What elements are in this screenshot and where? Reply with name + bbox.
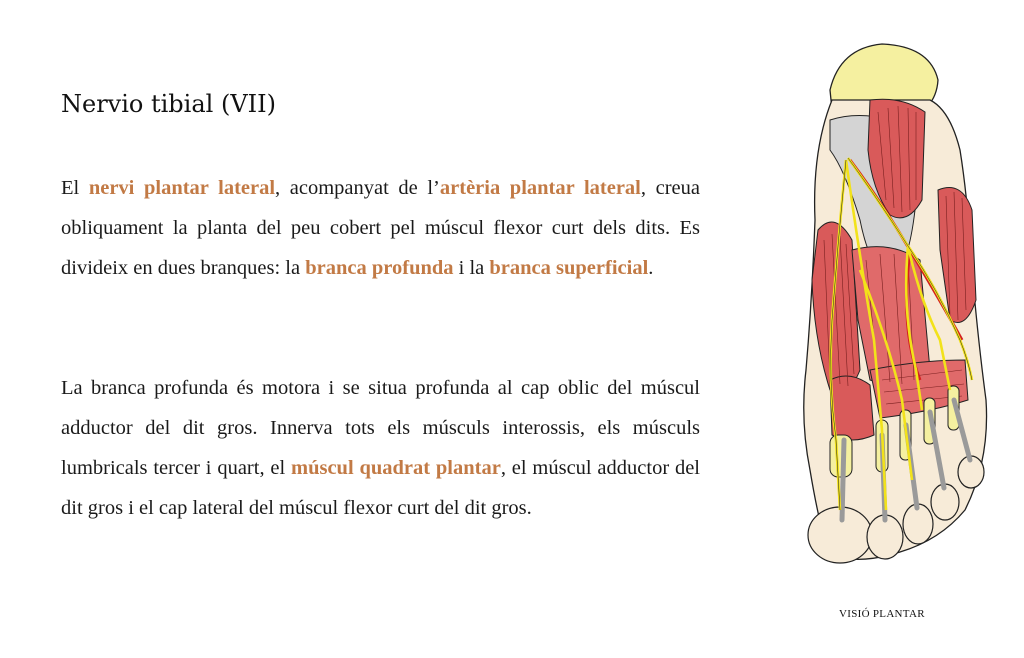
term-lateral-plantar-nerve[interactable]: nervi plantar lateral	[88, 177, 276, 199]
paragraph-lateral-plantar-nerve: El nervi plantar lateral, acompanyat de l’artèria plantar lateral, creua obliquament la planta del peu cobert pel múscul flexor curt dels dits. Es divideix en dues branques: la branca profunda i la branca superficial.	[61, 177, 700, 279]
term-deep-branch[interactable]: branca profunda	[305, 257, 454, 279]
page-title: Nervio tibial (VII)	[61, 90, 276, 118]
term-superficial-branch[interactable]: branca superficial	[489, 257, 649, 279]
flexor-hallucis-brevis	[830, 376, 874, 440]
paragraph-deep-branch: La branca profunda és motora i se situa profunda al cap oblic del múscul adductor del dit gros. Innerva tots els músculs interossis, els músculs lumbricals tercer i quart, el múscul quadrat plantar, el múscul adductor del dit gros i el cap lateral del múscul flexor curt del dit gros.	[61, 377, 701, 519]
term-lateral-plantar-artery[interactable]: artèria plantar lateral	[439, 177, 641, 199]
term-quadratus-plantae[interactable]: múscul quadrat plantar	[291, 457, 501, 479]
figure-caption: VISIÓ PLANTAR	[839, 608, 925, 620]
foot-plantar-illustration	[790, 40, 1000, 570]
